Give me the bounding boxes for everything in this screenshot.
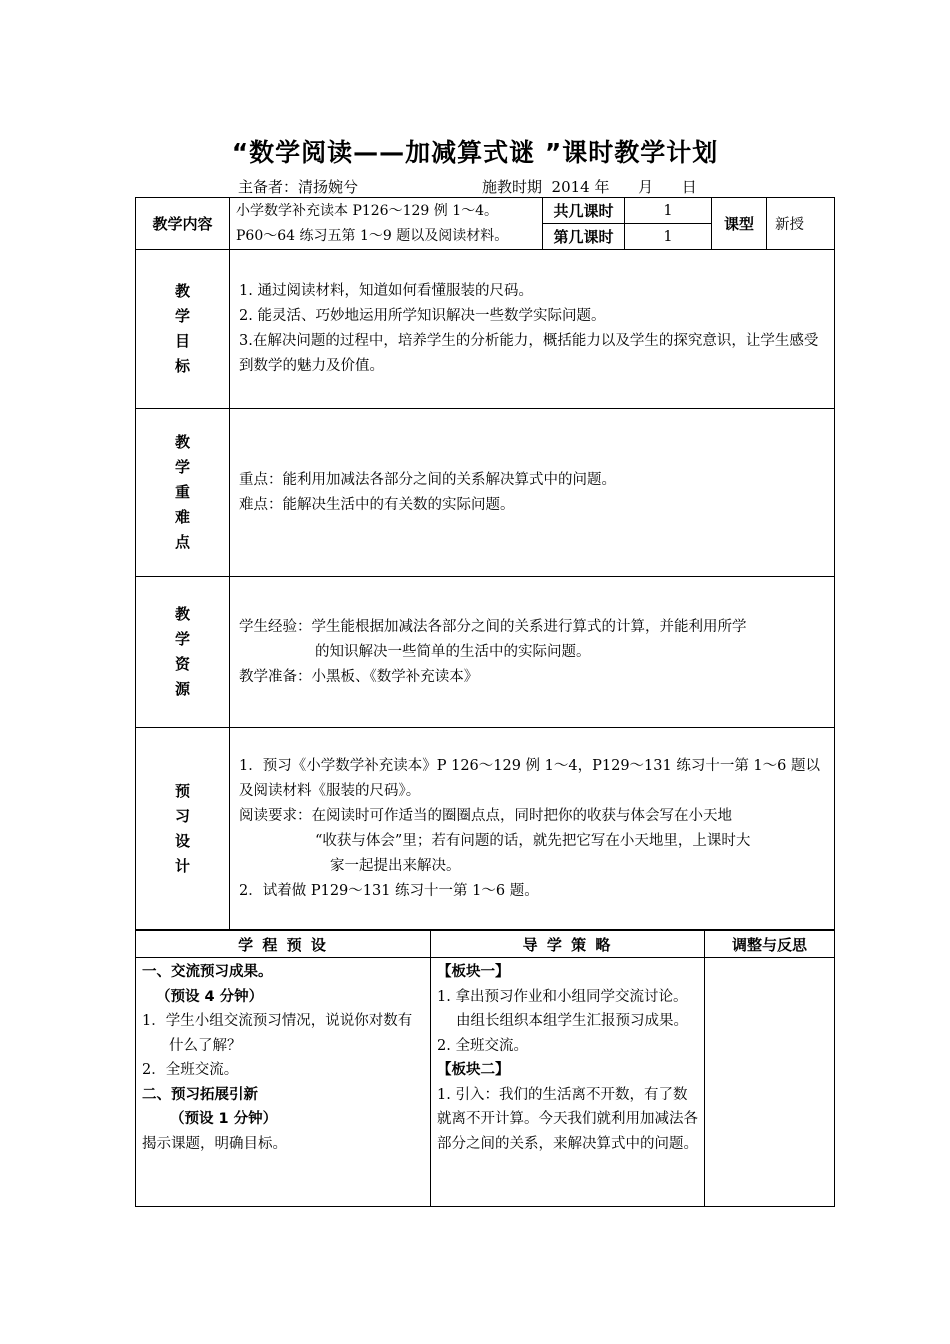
period-label: 施教时期 2014 年 月 日	[482, 178, 697, 196]
goal-item: 1. 通过阅读材料，知道如何看懂服装的尺码。	[239, 283, 533, 299]
content-line-1: 小学数学补充读本 P126～129 例 1～4。	[236, 202, 499, 219]
goals-content	[230, 250, 835, 409]
block-title: 【板块二】	[437, 1062, 510, 1078]
process-body-row	[136, 958, 835, 1207]
section-text: 揭示课题，明确目标。	[142, 1135, 287, 1152]
total-periods-value: 1	[625, 198, 712, 224]
resources-content	[230, 577, 835, 728]
process-header-row	[136, 931, 835, 958]
goal-item: 3.在解决问题的过程中，培养学生的分析能力，概括能力以及学生的探究意识，让学生感受到数学的魅力及价值。	[239, 333, 819, 374]
section-title: 二、预习拓展引新	[142, 1086, 258, 1103]
goal-item: 2. 能灵活、巧妙地运用所学知识解决一些数学实际问题。	[239, 308, 606, 324]
goals-row	[136, 250, 835, 409]
key-point: 重点：能利用加减法各部分之间的关系解决算式中的问题。	[239, 471, 616, 488]
preview-label: 预 习 设 计	[136, 728, 230, 930]
content-line-2: P60～64 练习五第 1～9 题以及阅读材料。	[236, 227, 509, 244]
resources-label: 教 学 资 源	[136, 577, 230, 728]
page-title: “数学阅读——加减算式谜 ”课时教学计划	[231, 138, 719, 167]
list-item: 1．学生小组交流预习情况，说说你对数有什么了解？	[142, 1013, 413, 1054]
current-period-value: 1	[625, 224, 712, 250]
student-experience-cont: 的知识解决一些简单的生活中的实际问题。	[315, 643, 591, 660]
lesson-type-value: 新授	[767, 198, 835, 250]
content-cell	[230, 198, 543, 250]
process-header-reflection: 调整与反思	[705, 931, 835, 958]
lesson-type-label: 课型	[712, 198, 767, 250]
learning-process-column	[136, 958, 431, 1207]
preview-item-1: 1．预习《小学数学补充读本》P 126～129 例 1～4，P129～131 练习十一第 1～6 题以及阅读材料《服装的尺码》。	[239, 757, 820, 799]
key-points-content	[230, 409, 835, 577]
current-period-label: 第几课时	[543, 224, 625, 250]
preview-content	[230, 728, 835, 930]
list-item: 2. 全班交流。	[437, 1037, 528, 1054]
reading-requirement: 阅读要求：在阅读时可作适当的圈圈点点，同时把你的收获与体会写在小天地	[239, 807, 732, 824]
preparer-label: 主备者：清扬婉兮	[238, 178, 359, 196]
process-header-plan: 学 程 预 设	[136, 931, 431, 958]
block-title: 【板块一】	[437, 964, 510, 980]
process-header-strategy: 导 学 策 略	[431, 931, 705, 958]
content-label: 教学内容	[136, 198, 230, 250]
preview-item-2: 2．试着做 P129～131 练习十一第 1～6 题。	[239, 882, 539, 899]
list-item: 2．全班交流。	[142, 1062, 239, 1078]
key-points-row	[136, 409, 835, 577]
reading-requirement-cont: “收获与体会”里；若有问题的话，就先把它写在小天地里，上课时大	[315, 832, 751, 849]
reflection-column	[705, 958, 835, 1207]
teaching-preparation: 教学准备：小黑板、《数学补充读本》	[239, 668, 479, 685]
section-title: 一、交流预习成果。	[142, 964, 273, 980]
lesson-plan-table	[135, 197, 835, 930]
preview-row	[136, 728, 835, 930]
content-row	[136, 198, 835, 224]
list-item: 1. 引入：我们的生活离不开数，有了数就离不开计算。今天我们就利用加减法各部分之间的关系，来解决算式中的问题。	[437, 1086, 698, 1152]
section-time: （预设 1 分钟）	[170, 1111, 278, 1127]
process-table	[135, 930, 835, 1207]
goals-label: 教 学 目 标	[136, 250, 230, 409]
reading-requirement-cont-2: 家一起提出来解决。	[330, 857, 461, 874]
resources-row	[136, 577, 835, 728]
key-points-label: 教 学 重 难 点	[136, 409, 230, 577]
difficult-point: 难点：能解决生活中的有关数的实际问题。	[239, 496, 515, 513]
list-item: 1. 拿出预习作业和小组同学交流讨论。由组长组织本组学生汇报预习成果。	[437, 988, 688, 1029]
student-experience: 学生经验：学生能根据加减法各部分之间的关系进行算式的计算，并能利用所学	[239, 618, 747, 635]
guidance-strategy-column	[431, 958, 705, 1207]
total-periods-label: 共几课时	[543, 198, 625, 224]
section-time: （预设 4 分钟）	[156, 988, 264, 1005]
